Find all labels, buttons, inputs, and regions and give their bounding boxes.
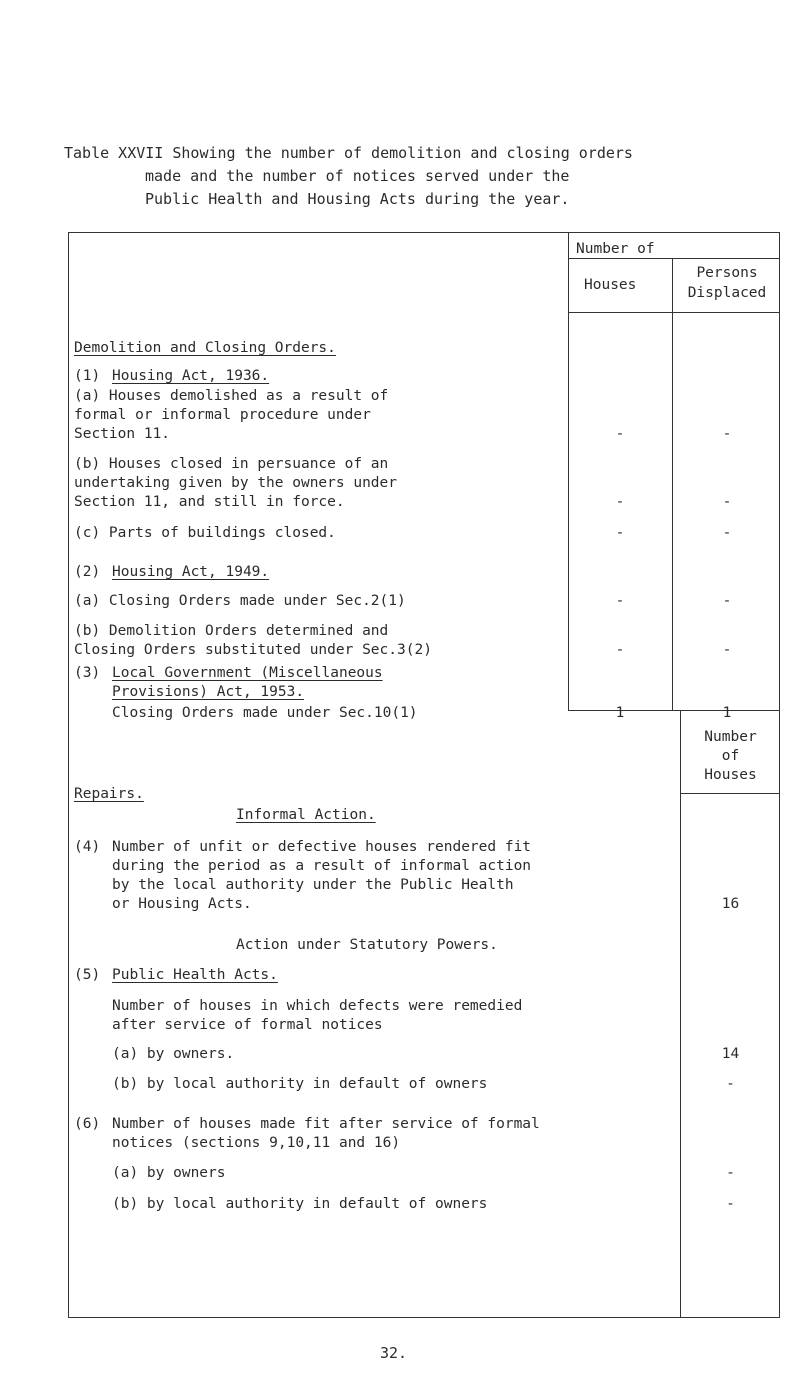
left-rule	[68, 232, 69, 1318]
informal-action-heading: Informal Action.	[236, 807, 376, 823]
item-1b-line-1: (b) Houses closed in persuance of an	[74, 456, 389, 472]
item-1a-line-1: (a) Houses demolished as a result of	[74, 388, 389, 404]
item-6-number: (6)	[74, 1116, 101, 1132]
item-1a-houses: -	[615, 426, 625, 442]
item-1b-houses: -	[615, 494, 625, 510]
item-1b-persons: -	[722, 494, 732, 510]
item-1c-houses: -	[615, 525, 625, 541]
item-6b-value: -	[726, 1196, 735, 1212]
item-4-line-3: by the local authority under the Public Health	[112, 877, 514, 893]
statutory-powers-heading: Action under Statutory Powers.	[236, 937, 498, 953]
number-of-header: Number of	[576, 241, 655, 257]
top-rule	[68, 232, 780, 233]
item-5-title: Public Health Acts.	[112, 967, 278, 983]
repairs-heading: Repairs.	[74, 786, 144, 802]
item-1b-line-3: Section 11, and still in force.	[74, 494, 345, 510]
item-5-number: (5)	[74, 967, 101, 983]
houses-column-rule	[568, 232, 569, 710]
item-5-line-2: after service of formal notices	[112, 1017, 383, 1033]
page-number: 32.	[380, 1344, 408, 1362]
persons-header: Persons	[696, 265, 758, 281]
item-2a-line: (a) Closing Orders made under Sec.2(1)	[74, 593, 406, 609]
section-2-number: (2)	[74, 564, 101, 580]
right-rule	[779, 232, 780, 1318]
repairs-header-underline	[680, 793, 779, 794]
item-2b-houses: -	[615, 642, 625, 658]
item-5-line-1: Number of houses in which defects were remedied	[112, 998, 523, 1014]
title-line-3: Public Health and Housing Acts during the year.	[145, 190, 570, 208]
item-1b-line-2: undertaking given by the owners under	[74, 475, 398, 491]
item-6a-line: (a) by owners	[112, 1165, 226, 1181]
item-3-houses: 1	[615, 705, 625, 721]
item-2a-persons: -	[722, 593, 732, 609]
number-of-underline	[568, 258, 779, 259]
item-2b-line-1: (b) Demolition Orders determined and	[74, 623, 389, 639]
item-1c-persons: -	[722, 525, 732, 541]
item-2b-persons: -	[722, 642, 732, 658]
section-1-number: (1)	[74, 368, 101, 384]
number-of-houses-header-1: Number	[704, 729, 757, 745]
item-4-line-4: or Housing Acts.	[112, 896, 252, 912]
section-1-title: Housing Act, 1936.	[112, 368, 270, 384]
persons-column-rule	[672, 258, 673, 710]
item-5a-value: 14	[721, 1046, 740, 1062]
houses-header: Houses	[584, 277, 637, 293]
section-3-title-line-1: Local Government (Miscellaneous	[112, 665, 383, 681]
item-1a-line-3: Section 11.	[74, 426, 171, 442]
item-6a-value: -	[726, 1165, 735, 1181]
item-4-line-1: Number of unfit or defective houses rendered fit	[112, 839, 532, 855]
title-line-1: Table XXVII Showing the number of demolition and closing orders	[64, 144, 633, 162]
item-5b-line: (b) by local authority in default of owners	[112, 1076, 488, 1092]
item-5a-line: (a) by owners.	[112, 1046, 235, 1062]
repairs-column-rule	[680, 710, 681, 1317]
section-2-title: Housing Act, 1949.	[112, 564, 270, 580]
number-of-houses-header-3: Houses	[704, 767, 757, 783]
item-6-line-2: notices (sections 9,10,11 and 16)	[112, 1135, 401, 1151]
item-4-value: 16	[721, 896, 740, 912]
item-2b-line-2: Closing Orders substituted under Sec.3(2)	[74, 642, 432, 658]
item-3-line: Closing Orders made under Sec.10(1)	[112, 705, 418, 721]
bottom-rule	[68, 1317, 780, 1318]
item-4-line-2: during the period as a result of informal action	[112, 858, 532, 874]
item-6b-line: (b) by local authority in default of owners	[112, 1196, 488, 1212]
item-1a-persons: -	[722, 426, 732, 442]
section-3-number: (3)	[74, 665, 101, 681]
subheader-underline	[568, 312, 779, 313]
item-1c-line: (c) Parts of buildings closed.	[74, 525, 336, 541]
item-3-persons: 1	[722, 705, 732, 721]
item-6-line-1: Number of houses made fit after service of formal	[112, 1116, 540, 1132]
item-4-number: (4)	[74, 839, 101, 855]
title-line-2: made and the number of notices served under the	[145, 167, 570, 185]
item-1a-line-2: formal or informal procedure under	[74, 407, 371, 423]
demolition-heading: Demolition and Closing Orders.	[74, 340, 336, 356]
item-5b-value: -	[726, 1076, 735, 1092]
number-of-houses-header-2: of	[721, 748, 740, 764]
displaced-header: Displaced	[687, 285, 767, 301]
item-2a-houses: -	[615, 593, 625, 609]
section-3-title-line-2: Provisions) Act, 1953.	[112, 684, 305, 700]
